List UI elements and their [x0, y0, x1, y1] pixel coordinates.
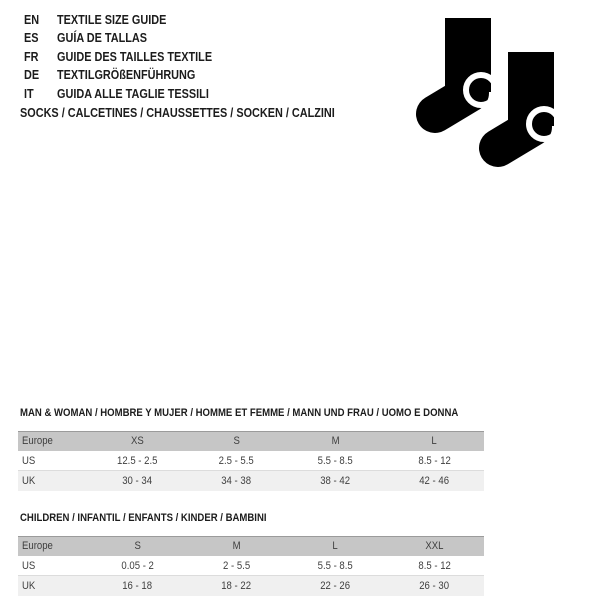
region-label: UK: [22, 580, 36, 592]
size-value: 5.5 - 8.5: [317, 455, 354, 467]
column-header-size: M: [232, 540, 241, 552]
size-value: 12.5 - 2.5: [117, 455, 158, 467]
column-header-europe: Europe: [22, 435, 53, 447]
size-value: 0.05 - 2: [121, 560, 154, 572]
size-value: 34 - 38: [221, 475, 252, 487]
size-value: 8.5 - 12: [418, 455, 451, 467]
size-value: 2 - 5.5: [222, 560, 251, 572]
column-header-size: S: [233, 435, 240, 447]
size-value: 8.5 - 12: [418, 560, 451, 572]
lang-code: DE: [24, 68, 40, 83]
size-value: 16 - 18: [122, 580, 153, 592]
children-table: [18, 536, 484, 596]
socks-icon: [410, 10, 565, 182]
column-header-size: L: [431, 435, 438, 447]
lang-row-es: [24, 29, 235, 47]
column-header-size: M: [331, 435, 340, 447]
lang-row-it: [24, 85, 235, 103]
lang-label: GUÍA DE TALLAS: [57, 31, 148, 46]
region-label: US: [22, 560, 36, 572]
adult-size-table: [18, 407, 484, 491]
lang-label: GUIDA ALLE TAGLIE TESSILI: [57, 86, 209, 101]
sock-front: [498, 52, 559, 148]
lang-code: IT: [24, 86, 34, 101]
column-header-size: L: [332, 540, 339, 552]
size-value: 2.5 - 5.5: [218, 455, 255, 467]
column-header-size: XXL: [425, 540, 444, 552]
lang-label: GUIDE DES TAILLES TEXTILE: [57, 49, 213, 64]
column-header-europe: Europe: [22, 540, 53, 552]
category-title: SOCKS / CALCETINES / CHAUSSETTES / SOCKEN / CALZINI: [20, 106, 335, 120]
lang-code: EN: [24, 13, 40, 27]
lang-row-en: [24, 11, 235, 29]
size-value: 30 - 34: [122, 475, 153, 487]
column-header-size: S: [134, 540, 141, 552]
table-row-uk: [18, 576, 484, 596]
table-row-us: [18, 451, 484, 471]
lang-row-fr: [24, 48, 235, 66]
adult-table-header-row: [18, 431, 484, 451]
children-table-header-row: [18, 536, 484, 556]
column-header-size: XS: [131, 435, 144, 447]
size-value: 26 - 30: [419, 580, 450, 592]
children-table-title: CHILDREN / INFANTIL / ENFANTS / KINDER / BAMBINI: [20, 512, 267, 524]
region-label: UK: [22, 475, 36, 487]
size-value: 5.5 - 8.5: [317, 560, 354, 572]
language-legend: [24, 11, 235, 103]
size-value: 42 - 46: [419, 475, 450, 487]
table-row-us: [18, 556, 484, 576]
size-value: 22 - 26: [320, 580, 351, 592]
lang-code: FR: [24, 49, 39, 64]
adult-table: [18, 431, 484, 491]
lang-row-de: [24, 66, 235, 84]
table-row-uk: [18, 471, 484, 491]
region-label: US: [22, 455, 36, 467]
size-value: 18 - 22: [221, 580, 252, 592]
adult-table-title: MAN & WOMAN / HOMBRE Y MUJER / HOMME ET FEMME / MANN UND FRAU / UOMO E DONNA: [20, 407, 459, 419]
sock-back: [435, 18, 496, 114]
lang-label: TEXTILE SIZE GUIDE: [57, 13, 167, 27]
size-value: 38 - 42: [320, 475, 351, 487]
children-size-table: [18, 512, 484, 596]
lang-code: ES: [24, 31, 39, 46]
lang-label: TEXTILGRÖßENFÜHRUNG: [57, 68, 196, 83]
